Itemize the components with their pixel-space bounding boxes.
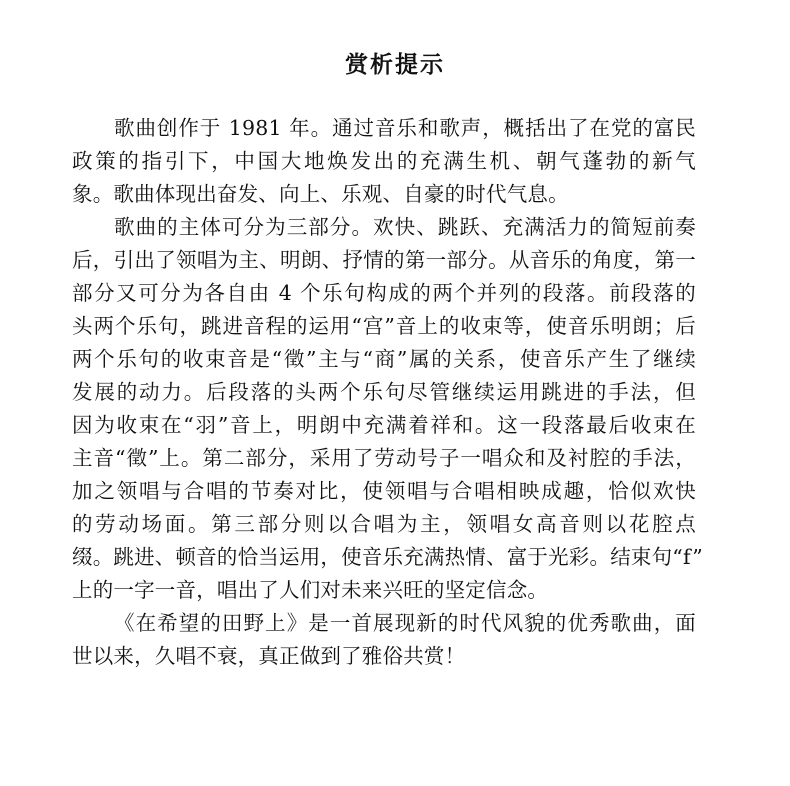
- text-line: 部分又可分为各自由 4 个乐句构成的两个并列的段落。前段落的: [72, 281, 696, 305]
- text-line: 缀。跳进、顿音的恰当运用，使音乐充满热情、富于光彩。结束句“f”: [72, 545, 703, 569]
- text-line: 主音“徵”上。第二部分，采用了劳动号子一唱众和及衬腔的手法，: [72, 446, 696, 470]
- text-line: 政策的指引下，中国大地焕发出的充满生机、朝气蓬勃的新气: [72, 149, 696, 173]
- text-line: 因为收束在“羽”音上，明朗中充满着祥和。这一段落最后收束在: [72, 413, 696, 437]
- text-line: 后，引出了领唱为主、明朗、抒情的第一部分。从音乐的角度，第一: [72, 248, 696, 272]
- text-line: 发展的动力。后段落的头两个乐句尽管继续运用跳进的手法，但: [72, 380, 696, 404]
- text-line: 加之领唱与合唱的节奏对比，使领唱与合唱相映成趣，恰似欢快: [72, 479, 696, 503]
- text-line: 《在希望的田野上》是一首展现新的时代风貌的优秀歌曲，面: [114, 611, 696, 635]
- text-line: 上的一字一音，唱出了人们对未来兴旺的坚定信念。: [72, 578, 549, 602]
- text-line: 世以来，久唱不衰，真正做到了雅俗共赏！: [72, 644, 466, 668]
- text-line: 头两个乐句，跳进音程的运用“宫”音上的收束等，使音乐明朗；后: [72, 314, 696, 338]
- text-line: 的劳动场面。第三部分则以合唱为主，领唱女高音则以花腔点: [72, 512, 696, 536]
- text-line: 歌曲创作于 1981 年。通过音乐和歌声，概括出了在党的富民: [114, 116, 696, 140]
- text-line: 象。歌曲体现出奋发、向上、乐观、自豪的时代气息。: [72, 182, 569, 206]
- text-line: 歌曲的主体可分为三部分。欢快、跳跃、充满活力的简短前奏: [114, 215, 696, 239]
- body-text: [72, 112, 703, 673]
- text-line: 两个乐句的收束音是“徵”主与“商”属的关系，使音乐产生了继续: [72, 347, 696, 371]
- page-title: 赏析提示: [345, 52, 445, 78]
